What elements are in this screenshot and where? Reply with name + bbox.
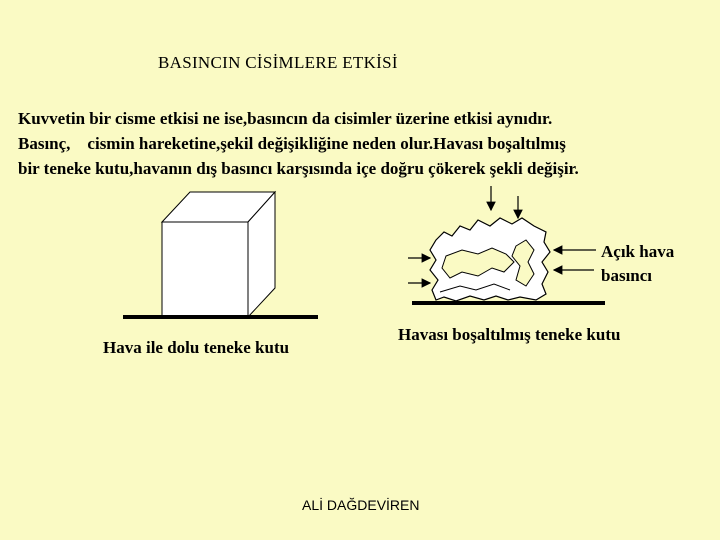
paragraph-line-3: bir teneke kutu,havanın dış basıncı karşısında içe doğru çökerek şekli değişir. [18, 159, 579, 178]
open-air-pressure-label [601, 240, 674, 288]
crushed-can [430, 218, 550, 301]
paragraph-line-1: Kuvvetin bir cisme etkisi ne ise,basıncın da cisimler üzerine etkisi aynıdır. [18, 109, 553, 128]
open-air-label-line-2: basıncı [601, 266, 653, 285]
page-title: BASINCIN CİSİMLERE ETKİSİ [158, 53, 398, 72]
empty-can-caption: Havası boşaltılmış teneke kutu [398, 325, 621, 344]
author-name: ALİ DAĞDEVİREN [302, 497, 420, 513]
full-can-caption: Hava ile dolu teneke kutu [103, 338, 290, 357]
full-can-cube [162, 192, 275, 317]
paragraph-line-2: Basınç, cismin hareketine,şekil değişikliğine neden olur.Havası boşaltılmış [18, 134, 566, 153]
open-air-label-line-1: Açık hava [601, 242, 675, 261]
